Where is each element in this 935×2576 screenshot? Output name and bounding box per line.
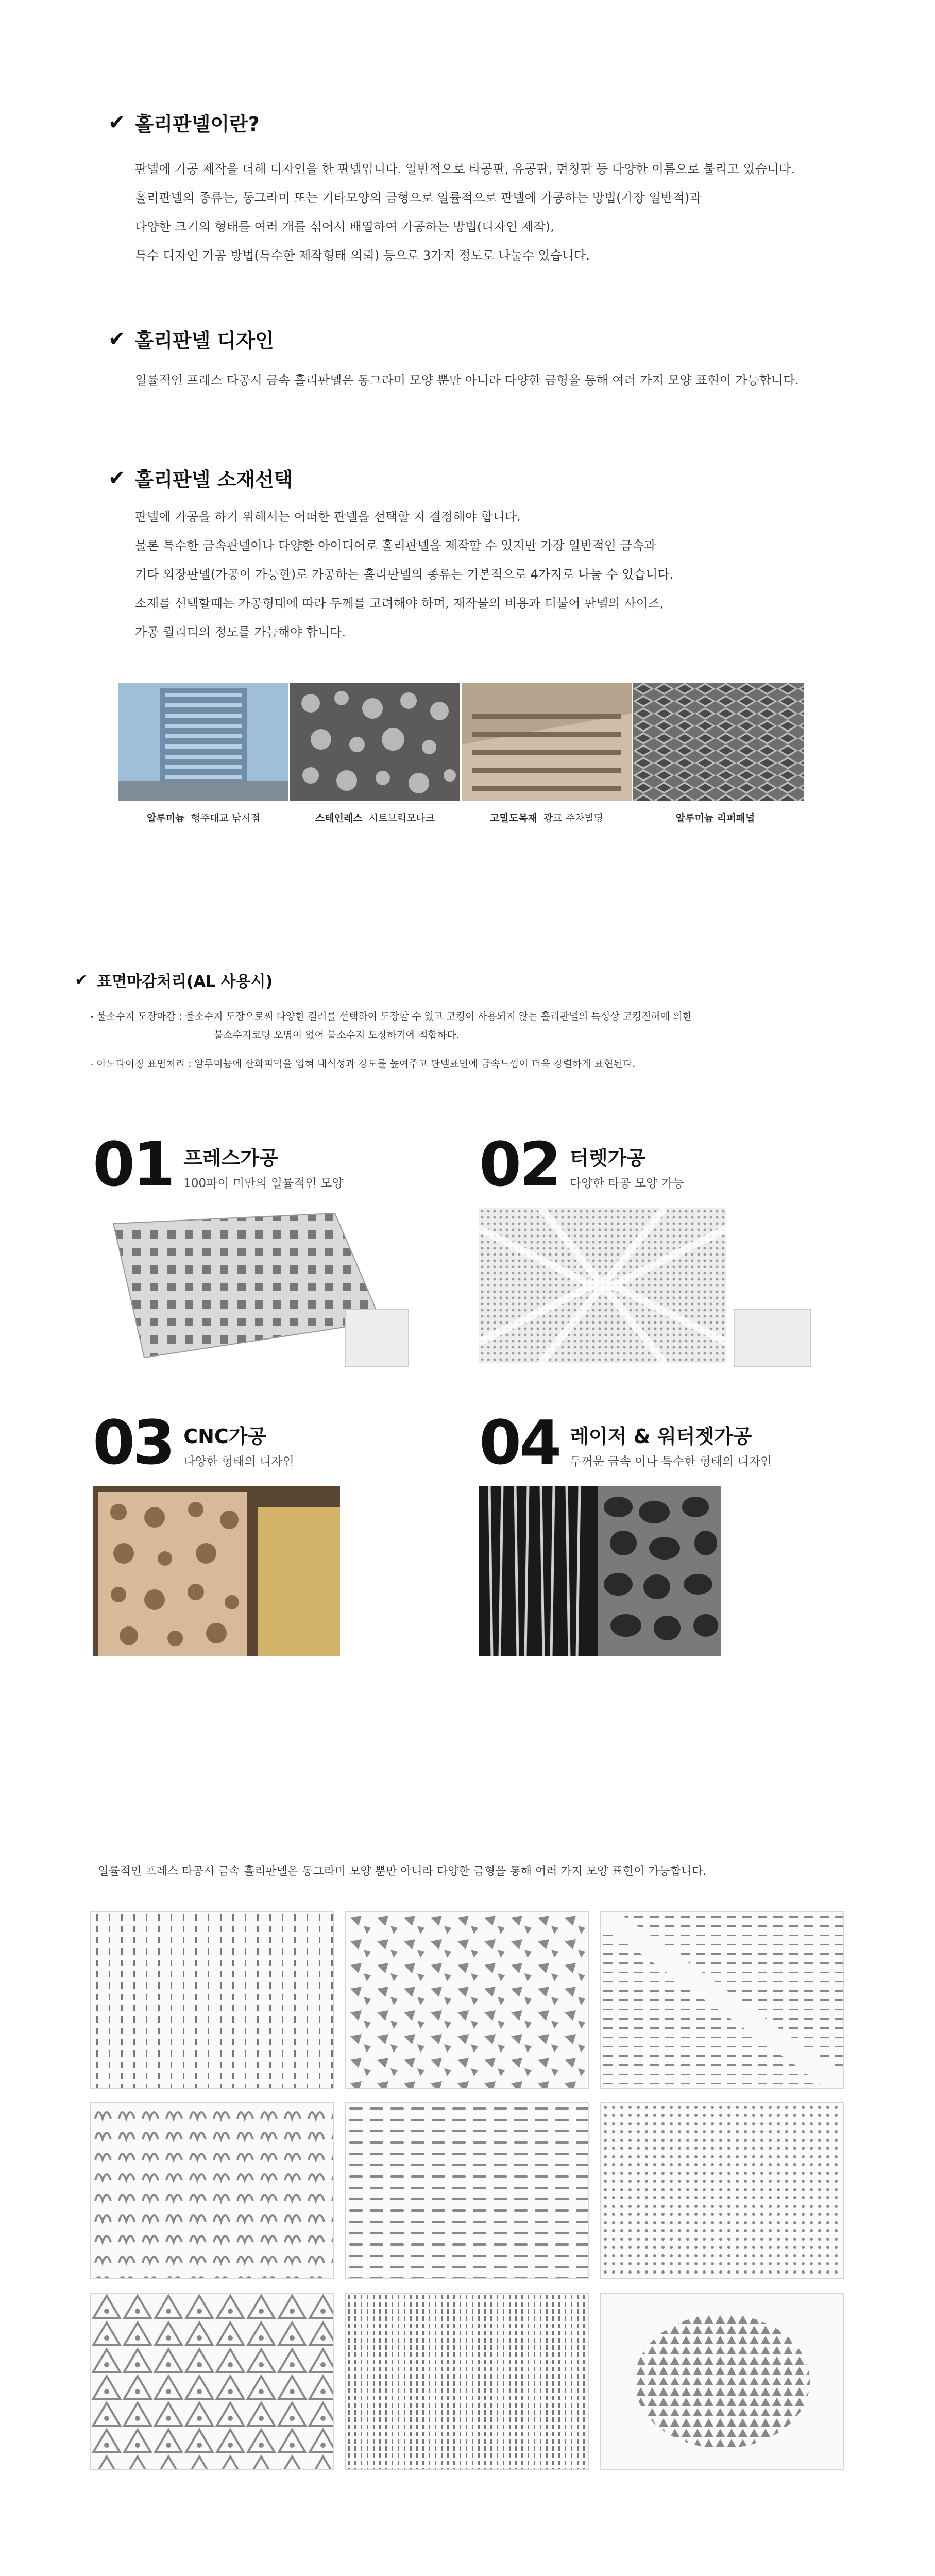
section4-title: 표면마감처리(AL 사용시) bbox=[97, 973, 273, 991]
checkmark-icon: ✔ bbox=[108, 110, 126, 134]
step-header bbox=[93, 1407, 294, 1478]
section4-bullet: - 아노다이징 표면처리 : 알루미늄에 산화피막을 입혀 내식성과 강도를 높여주고 판넬표면에 금속느낌이 더욱 강렬하게 표현된다. bbox=[90, 1058, 636, 1070]
section4-body bbox=[90, 1007, 692, 1073]
step-subtitle: 100파이 미만의 일률적인 모양 bbox=[183, 1177, 344, 1190]
material-caption: 고밀도목재 광교 주차빌딩 bbox=[490, 812, 603, 824]
step-header bbox=[93, 1129, 344, 1200]
pattern-panel bbox=[345, 2293, 589, 2470]
section3-body bbox=[135, 502, 673, 647]
section4-bullet: - 불소수지 도장마감 : 불소수지 도장으로써 다양한 컬러를 선택하여 도장할 수 있고 코킹이 사용되지 않는 홀리판넬의 특성상 코킹진해에 의한 bbox=[90, 1011, 692, 1022]
section3-line: 가공 퀄리티의 정도를 가늠해야 합니다. bbox=[135, 625, 346, 639]
section1-line: 다양한 크기의 형태를 여러 개를 섞어서 배열하여 가공하는 방법(디자인 제작), bbox=[135, 219, 554, 234]
material-photo-stainless bbox=[290, 683, 460, 801]
pattern-panel bbox=[90, 2102, 334, 2279]
pattern-panel bbox=[90, 1911, 334, 2089]
step-image-turret bbox=[479, 1208, 726, 1363]
section2-heading bbox=[108, 325, 274, 353]
checkmark-icon: ✔ bbox=[75, 971, 88, 989]
pattern-panel bbox=[600, 2293, 844, 2470]
process-steps bbox=[93, 1129, 845, 1662]
section1-line: 특수 디자인 가공 방법(특수한 제작형태 의뢰) 등으로 3가지 정도로 나눌수 있습니다. bbox=[135, 248, 590, 263]
section1-line: 홀리판넬의 종류는, 동그라미 또는 기타모양의 금형으로 일률적으로 판넬에 가공하는 방법(가장 일반적)과 bbox=[135, 191, 702, 205]
step-image-cnc bbox=[93, 1486, 340, 1656]
pattern-panel bbox=[345, 1911, 589, 2089]
step-detail-turret bbox=[734, 1309, 811, 1367]
step-number: 02 bbox=[479, 1129, 560, 1200]
step-subtitle: 두꺼운 금속 이나 특수한 형태의 디자인 bbox=[570, 1455, 772, 1468]
section3-line: 기타 외장판넬(가공이 가능한)로 가공하는 홀리판넬의 종류는 기본적으로 4가지로 나눌 수 있습니다. bbox=[135, 567, 674, 582]
section2-body bbox=[135, 366, 799, 395]
section1-line: 판넬에 가공 제작을 더해 디자인을 한 판넬입니다. 일반적으로 타공판, 유공판, 펀칭판 등 다양한 이름으로 불리고 있습니다. bbox=[135, 162, 795, 176]
material-caption: 알루미늄 행주대교 낚시점 bbox=[147, 812, 260, 824]
pattern-gallery bbox=[90, 1911, 842, 2473]
pattern-panel bbox=[600, 1911, 844, 2089]
section2-title: 홀리판넬 디자인 bbox=[134, 329, 274, 352]
section1-heading bbox=[108, 108, 260, 137]
step-title: CNC가공 bbox=[183, 1425, 267, 1448]
checkmark-icon: ✔ bbox=[108, 327, 126, 351]
step-title: 레이저 & 워터젯가공 bbox=[570, 1425, 752, 1448]
pattern-panel bbox=[90, 2293, 334, 2470]
section3-heading bbox=[108, 464, 293, 492]
step-detail-press bbox=[345, 1309, 409, 1367]
step-title: 터렛가공 bbox=[570, 1147, 646, 1170]
step-subtitle: 다양한 형태의 디자인 bbox=[183, 1455, 294, 1468]
step-number: 01 bbox=[93, 1129, 174, 1200]
section3-title: 홀리판넬 소재선택 bbox=[134, 468, 293, 491]
section2-line: 일률적인 프레스 타공시 금속 홀리판넬은 동그라미 모양 뿐만 아니라 다양한 금형을 통해 여러 가지 모양 표현이 가능합니다. bbox=[135, 373, 799, 387]
section1-body bbox=[135, 155, 795, 270]
step-header bbox=[479, 1129, 685, 1200]
material-photo-aluminum bbox=[118, 683, 288, 801]
gallery-caption: 일률적인 프레스 타공시 금속 홀리판넬은 동그라미 모양 뿐만 아니라 다양한 금형을 통해 여러 가지 모양 표현이 가능합니다. bbox=[98, 1865, 707, 1878]
pattern-panel bbox=[345, 2102, 589, 2279]
material-caption: 알루미늄 리퍼패널 bbox=[675, 812, 755, 824]
material-caption: 스테인레스 시트브릭모나크 bbox=[315, 812, 435, 824]
section3-line: 소재를 선택할때는 가공형태에 따라 두께를 고려해야 하며, 재작물의 비용과 더불어 판넬의 사이즈, bbox=[135, 596, 664, 611]
checkmark-icon: ✔ bbox=[108, 466, 126, 490]
material-photo-hardwood bbox=[462, 683, 632, 801]
section1-title: 홀리판넬이란? bbox=[134, 113, 260, 135]
step-number: 04 bbox=[479, 1407, 560, 1478]
step-title: 프레스가공 bbox=[183, 1147, 278, 1170]
section4-bullet: 불소수지코팅 오염이 없어 불소수지 도장하기에 적합하다. bbox=[214, 1029, 460, 1041]
step-number: 03 bbox=[93, 1407, 174, 1478]
pattern-panel bbox=[600, 2102, 844, 2279]
material-photo-aluminum-expanded bbox=[633, 683, 804, 801]
step-image-laser bbox=[479, 1486, 721, 1656]
step-subtitle: 다양한 타공 모양 가능 bbox=[570, 1177, 685, 1190]
section3-line: 판넬에 가공을 하기 위해서는 어떠한 판넬을 선택할 지 결정해야 합니다. bbox=[135, 510, 521, 524]
material-photos bbox=[118, 683, 804, 832]
section4-heading bbox=[75, 969, 273, 991]
step-header bbox=[479, 1407, 772, 1478]
section3-line: 물론 특수한 금속판넬이나 다양한 아이디어로 홀리판넬을 제작할 수 있지만 가장 일반적인 금속과 bbox=[135, 538, 656, 553]
